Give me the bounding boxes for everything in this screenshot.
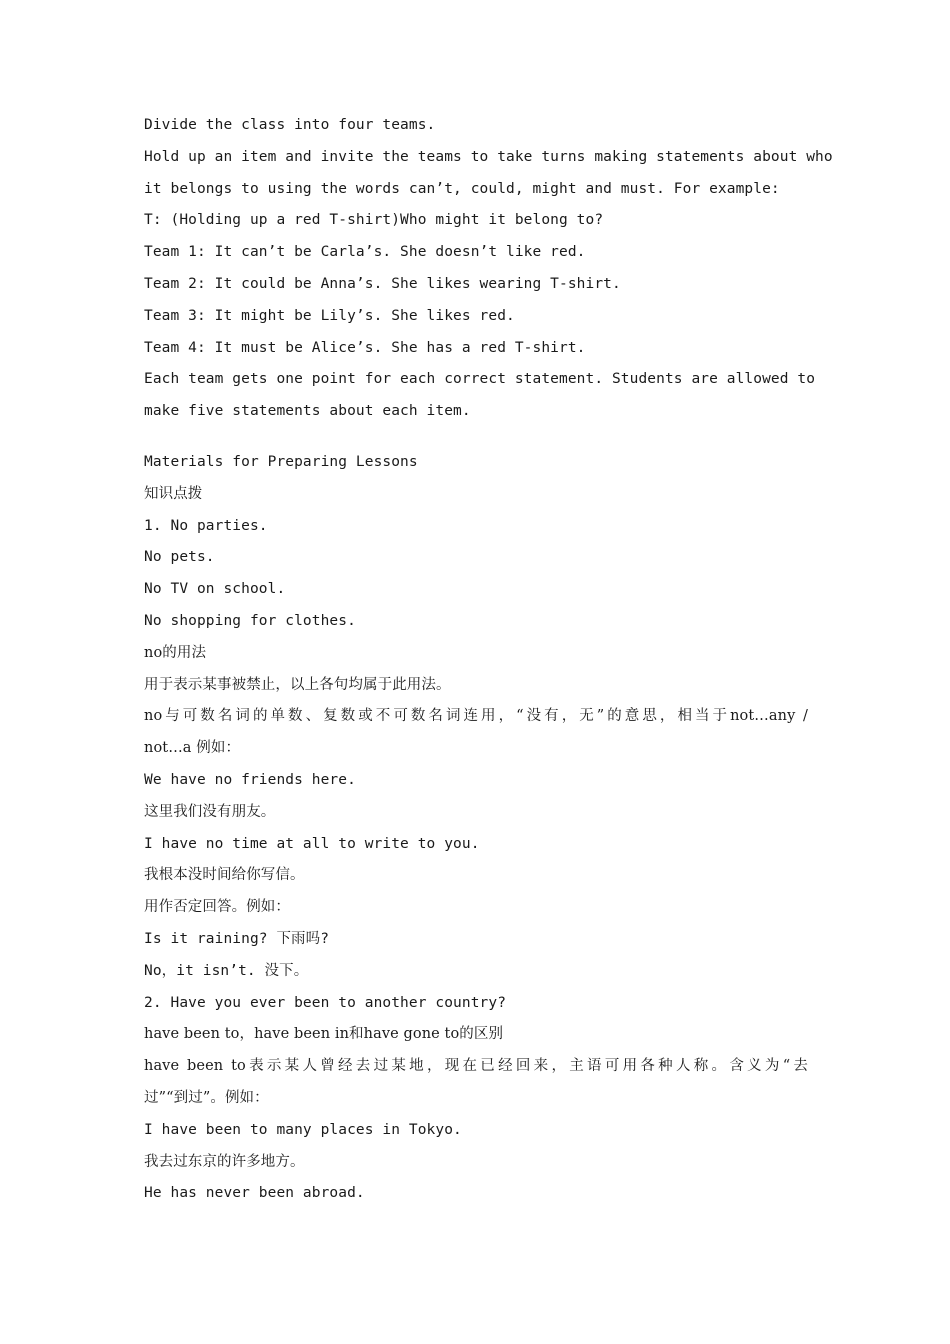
material-line: 我去过东京的许多地方。 (144, 1153, 305, 1170)
activity-line: Team 4: It must be Alice’s. She has a red T-shirt. (144, 339, 586, 356)
material-line: No pets. (144, 549, 215, 566)
material-line: 我根本没时间给你写信。 (144, 867, 305, 884)
material-line: 1. No parties. (144, 517, 268, 534)
material-line: No，it isn’t. 没下。 (144, 962, 309, 979)
activity-line: Team 3: It might be Lily’s. She likes red. (144, 307, 515, 324)
activity-line: T: (Holding up a red T-shirt)Who might it belong to? (144, 212, 604, 229)
material-line: No TV on school. (144, 581, 286, 598)
activity-line: Divide the class into four teams. (144, 117, 436, 133)
material-line: Is it raining? 下雨吗? (144, 930, 330, 947)
materials-section (144, 447, 808, 1210)
material-line: No shopping for clothes. (144, 612, 356, 629)
material-line: 这里我们没有朋友。 (144, 803, 276, 820)
activity-line: make five statements about each item. (144, 403, 471, 420)
activity-line: Each team gets one point for each correct statement. Students are allowed to (144, 371, 816, 388)
material-line: not…a 例如： (144, 740, 241, 757)
material-line: have been to，have been in和have gone to的区别 (144, 1026, 504, 1043)
material-line: have been to表示某人曾经去过某地，现在已经回来，主语可用各种人称。含义为“去 (144, 1058, 808, 1075)
material-line: 用作否定回答。例如： (144, 899, 290, 916)
material-line: We have no friends here. (144, 771, 356, 788)
activity-line: Team 2: It could be Anna’s. She likes wearing T-shirt. (144, 275, 621, 292)
material-line: 用于表示某事被禁止，以上各句均属于此用法。 (144, 676, 451, 693)
material-line: I have been to many places in Tokyo. (144, 1121, 462, 1138)
material-line: 2. Have you ever been to another country? (144, 994, 507, 1011)
document-page (144, 110, 833, 1210)
material-line: 过”“到过”。例如： (144, 1089, 269, 1106)
section-gap (144, 428, 808, 447)
section-title: Materials for Preparing Lessons (144, 453, 418, 470)
activity-line: Team 1: It can’t be Carla’s. She doesn’t like red. (144, 244, 586, 261)
material-line: He has never been abroad. (144, 1185, 365, 1202)
material-line: I have no time at all to write to you. (144, 835, 480, 852)
material-line: no的用法 (144, 644, 207, 661)
activity-line: it belongs to using the words can’t, could, might and must. For example: (144, 180, 780, 197)
activity-section (144, 110, 833, 428)
section-subtitle: 知识点拨 (144, 485, 203, 502)
material-line: no与可数名词的单数、复数或不可数名词连用，“没有，无”的意思，相当于not…any / (144, 708, 808, 725)
activity-line: Hold up an item and invite the teams to take turns making statements about who (144, 148, 833, 165)
